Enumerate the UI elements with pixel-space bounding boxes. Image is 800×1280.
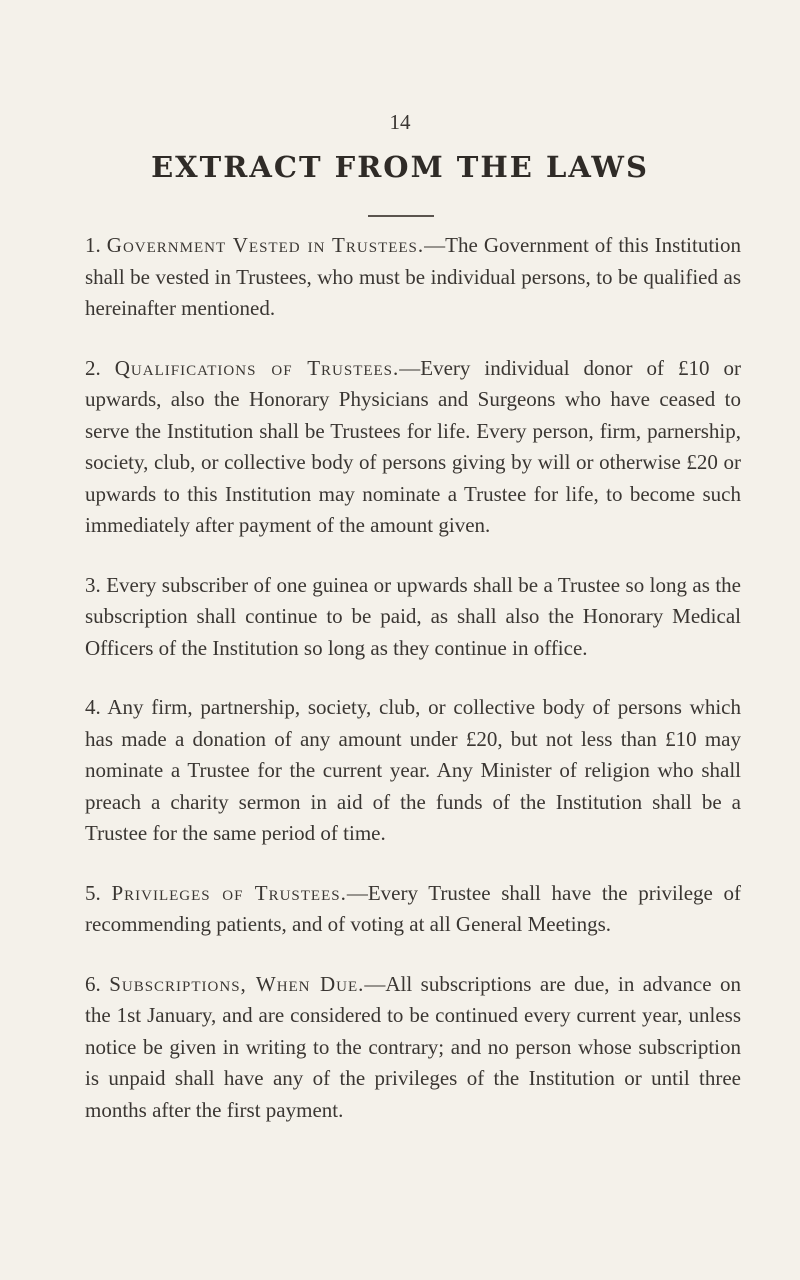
paragraph-number: 2. [85,355,101,380]
law-paragraph-6 [85,969,741,1127]
paragraph-heading: Government Vested in Trustees. [106,233,425,257]
paragraph-heading: Subscriptions, When Due. [109,971,365,996]
paragraph-number: 4. [85,695,101,719]
paragraph-text: Any firm, partnership, society, club, or collective body of persons which has made a donation of any amount under £20, but not less than £10 may nominate a Trustee for the current year. Any Minister of religion who shall preach a charity sermon in aid of the funds of the Institution shall be a Trustee for the same period of time. [85,695,741,845]
paragraph-text: —Every Trustee shall have the privilege of recommending patients, and of voting at all General Meetings. [85,880,742,936]
paragraph-text: —Every individual donor of £10 or upwards, also the Honorary Physicians and Surgeons who have ceased to serve the Institution shall be Trustees for life. Every person, firm, parnership, society, club, or collective body of persons giving by will or otherwise £20 or upwards to this Institution may nominate a Trustee for life, to become such immediately after payment of the amount given. [85,355,742,537]
paragraph-number: 5. [85,880,101,905]
law-paragraph-1 [85,230,741,325]
law-paragraph-3 [85,570,741,665]
paragraph-text: —All subscriptions are due, in advance on the 1st January, and are considered to be continued every current year, unless notice be given in writing to the contrary; and no person whose subscription is unpaid shall have any of the privileges of the Institution or until three months after the first payment. [85,971,741,1122]
paragraph-heading: Privileges of Trustees. [111,880,347,905]
law-paragraph-5 [85,878,741,941]
laws-body [85,230,741,1154]
page-number: 14 [389,110,411,134]
law-paragraph-4 [85,692,741,850]
paragraph-number: 6. [85,971,101,996]
paragraph-heading: Qualifications of Trustees. [114,355,400,380]
paragraph-number: 1. [85,233,101,257]
title-divider [368,215,434,217]
paragraph-text: Every subscriber of one guinea or upwards shall be a Trustee so long as the subscription shall continue to be paid, as shall also the Honorary Medical Officers of the Institution so long as they continue in office. [85,572,741,660]
paragraph-text: —The Government of this Institution shall be vested in Trustees, who must be individual persons, to be qualified as hereinafter mentioned. [85,233,742,320]
law-paragraph-2 [85,353,741,542]
page-title: EXTRACT FROM THE LAWS [151,150,649,184]
paragraph-number: 3. [85,572,101,597]
